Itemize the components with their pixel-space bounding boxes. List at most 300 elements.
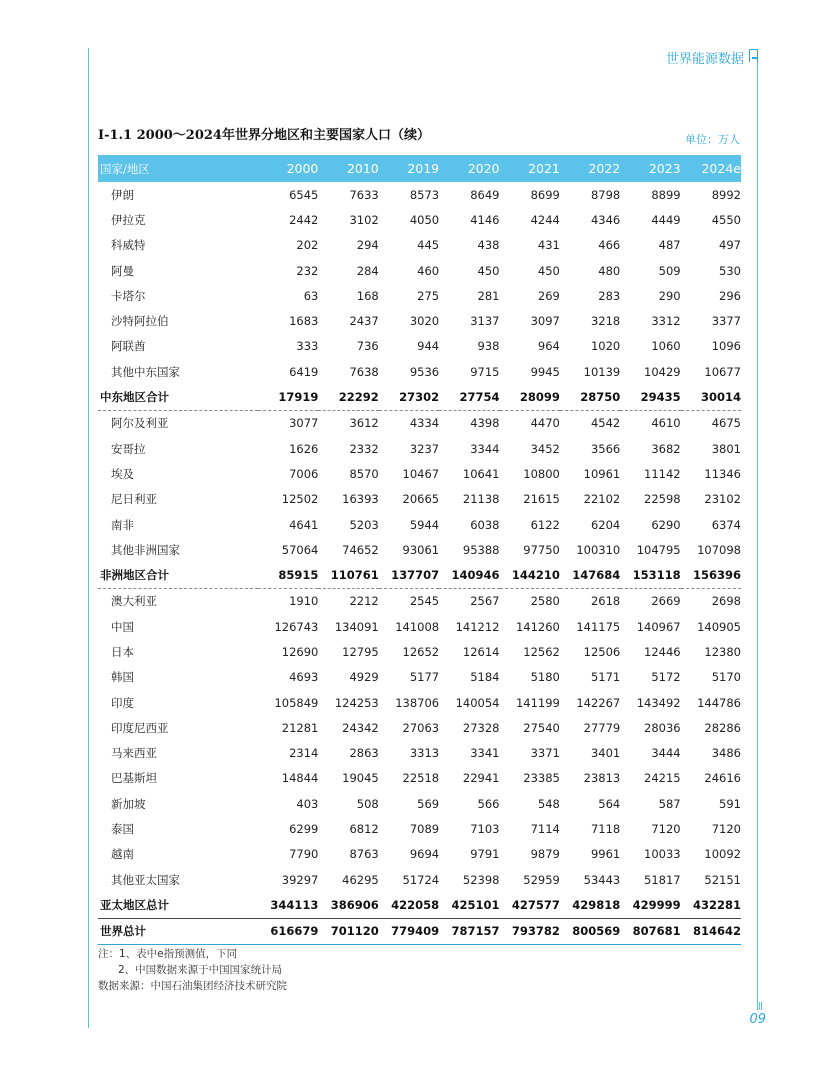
table-cell: 1060 [651, 339, 681, 354]
table-row [98, 665, 741, 690]
table-cell: 7118 [590, 822, 621, 837]
table-cell: 6812 [349, 822, 379, 837]
table-cell: 124253 [334, 695, 379, 710]
table-cell: 93061 [402, 542, 440, 557]
table-cell: 6299 [289, 822, 319, 837]
table-row [98, 741, 741, 766]
table-cell: 2567 [470, 594, 500, 609]
page-number: 09 [749, 1012, 766, 1027]
table-cell: 105849 [274, 695, 319, 710]
table-row [98, 766, 741, 791]
table-cell: 10467 [402, 466, 440, 481]
table-row [98, 207, 741, 232]
table-cell: 11142 [644, 466, 681, 481]
table-row [98, 334, 741, 359]
table-cell: 429999 [620, 892, 680, 918]
table-cell: 431 [537, 238, 560, 253]
table-row [98, 233, 741, 258]
table-cell: 8992 [711, 187, 741, 202]
table-cell: 564 [598, 796, 621, 811]
table-cell: 10139 [583, 364, 621, 379]
table-cell: 8570 [349, 466, 379, 481]
table-row [98, 791, 741, 816]
row-label: 印度 [111, 695, 134, 710]
table-cell: 21138 [462, 492, 500, 507]
table-cell: 964 [537, 339, 560, 354]
table-cell: 137707 [379, 562, 439, 588]
table-cell: 141008 [395, 619, 440, 634]
table-cell: 9536 [409, 364, 440, 379]
table-row [98, 867, 741, 892]
table-row [98, 588, 741, 614]
table-cell: 2437 [349, 314, 379, 329]
table-cell: 27063 [402, 720, 440, 735]
table-cell: 156396 [681, 562, 741, 588]
table-cell: 12652 [402, 644, 440, 659]
table-cell: 4050 [409, 212, 440, 227]
table-cell: 27302 [379, 384, 439, 410]
table-cell: 3682 [651, 441, 681, 456]
table-cell: 12506 [583, 644, 621, 659]
column-header-year: 2022 [560, 155, 620, 182]
table-cell: 807681 [620, 918, 680, 944]
table-cell: 3444 [651, 746, 681, 761]
table-cell: 4675 [711, 416, 741, 431]
table-cell: 1626 [289, 441, 319, 456]
table-cell: 6204 [590, 517, 621, 532]
column-header-year: 2021 [500, 155, 560, 182]
table-cell: 28099 [500, 384, 560, 410]
table-cell: 269 [537, 288, 560, 303]
table-cell: 8798 [590, 187, 621, 202]
table-cell: 530 [719, 263, 741, 278]
table-cell: 52398 [462, 872, 500, 887]
table-cell: 22941 [462, 771, 500, 786]
table-cell: 8899 [651, 187, 681, 202]
table-cell: 30014 [681, 384, 741, 410]
table-cell: 7120 [651, 822, 681, 837]
table-cell: 445 [417, 238, 440, 253]
table-cell: 14844 [281, 771, 319, 786]
table-row [98, 715, 741, 740]
row-label: 世界总计 [98, 918, 258, 944]
table-cell: 7006 [289, 466, 319, 481]
table-cell: 290 [658, 288, 681, 303]
table-cell: 27540 [523, 720, 560, 735]
table-cell: 6374 [711, 517, 741, 532]
table-cell: 2580 [530, 594, 560, 609]
table-cell: 5203 [349, 517, 379, 532]
table-cell: 8763 [349, 847, 379, 862]
table-cell: 2545 [409, 594, 440, 609]
table-header-row [98, 155, 741, 182]
note-line-1: 注：1、表中e指预测值，下同 [98, 948, 238, 960]
table-cell: 6545 [289, 187, 319, 202]
table-row [98, 487, 741, 512]
row-label: 卡塔尔 [111, 288, 146, 303]
table-cell: 508 [356, 796, 379, 811]
table-row [98, 816, 741, 841]
table-cell: 104795 [636, 542, 681, 557]
table-cell: 22598 [644, 492, 681, 507]
table-cell: 141212 [455, 619, 500, 634]
table-cell: 3344 [470, 441, 500, 456]
table-cell: 23102 [704, 492, 741, 507]
table-cell: 10092 [704, 847, 741, 862]
table-body [98, 182, 741, 944]
table-cell: 144210 [500, 562, 560, 588]
table-cell: 74652 [342, 542, 379, 557]
table-cell: 107098 [697, 542, 741, 557]
column-header-year: 2024e [681, 155, 741, 182]
table-cell: 126743 [274, 619, 319, 634]
table-cell: 779409 [379, 918, 439, 944]
table-cell: 422058 [379, 892, 439, 918]
table-cell: 2618 [590, 594, 621, 609]
table-cell: 938 [477, 339, 500, 354]
table-cell: 46295 [342, 872, 379, 887]
row-label: 沙特阿拉伯 [111, 314, 169, 329]
table-cell: 497 [719, 238, 741, 253]
row-label: 埃及 [111, 466, 134, 481]
table-cell: 6290 [651, 517, 681, 532]
table-cell: 53443 [583, 872, 621, 887]
table-cell: 450 [477, 263, 500, 278]
table-row [98, 639, 741, 664]
table-cell: 28750 [560, 384, 620, 410]
table-cell: 450 [537, 263, 560, 278]
table-cell: 333 [296, 339, 319, 354]
table-cell: 5180 [530, 670, 560, 685]
table-row [98, 182, 741, 207]
table-row [98, 359, 741, 384]
column-header-year: 2023 [620, 155, 680, 182]
table-cell: 800569 [560, 918, 620, 944]
table-cell: 793782 [500, 918, 560, 944]
table-cell: 141199 [515, 695, 560, 710]
table-row [98, 690, 741, 715]
table-cell: 284 [356, 263, 379, 278]
table-cell: 281 [477, 288, 500, 303]
table-cell: 3312 [651, 314, 681, 329]
table-cell: 7633 [349, 187, 379, 202]
table-cell: 4398 [470, 416, 500, 431]
row-label: 巴基斯坦 [111, 771, 157, 786]
table-cell: 460 [417, 263, 440, 278]
table-cell: 4929 [349, 670, 379, 685]
table-cell: 591 [719, 796, 741, 811]
table-cell: 4244 [530, 212, 560, 227]
table-cell: 51817 [644, 872, 681, 887]
table-cell: 3341 [470, 746, 500, 761]
table-cell: 11346 [704, 466, 741, 481]
table-cell: 2332 [349, 441, 379, 456]
row-label: 中国 [111, 619, 134, 634]
table-cell: 85915 [258, 562, 318, 588]
row-label: 伊拉克 [111, 212, 146, 227]
table-cell: 2314 [289, 746, 319, 761]
table-cell: 27754 [439, 384, 499, 410]
row-label: 印度尼西亚 [111, 720, 169, 735]
table-cell: 10033 [644, 847, 681, 862]
table-cell: 616679 [258, 918, 318, 944]
table-cell: 110761 [318, 562, 378, 588]
row-label: 科威特 [111, 238, 146, 253]
world-total-row [98, 918, 741, 944]
table-cell: 52959 [523, 872, 560, 887]
table-cell: 3486 [711, 746, 741, 761]
table-cell: 23385 [523, 771, 560, 786]
table-cell: 7114 [530, 822, 560, 837]
table-cell: 9715 [470, 364, 500, 379]
table-cell: 487 [658, 238, 681, 253]
row-label: 日本 [111, 644, 134, 659]
table-cell: 140054 [455, 695, 500, 710]
data-source: 数据来源：中国石油集团经济技术研究院 [98, 980, 287, 992]
table-cell: 12380 [704, 644, 741, 659]
table-cell: 7120 [711, 822, 741, 837]
table-cell: 9694 [409, 847, 440, 862]
table-cell: 23813 [583, 771, 621, 786]
table-cell: 6038 [470, 517, 500, 532]
table-cell: 4550 [711, 212, 741, 227]
table-cell: 1910 [289, 594, 319, 609]
table-cell: 28286 [704, 720, 741, 735]
table-cell: 701120 [318, 918, 378, 944]
column-header-year: 2000 [258, 155, 318, 182]
table-cell: 9961 [590, 847, 621, 862]
right-margin-rule [757, 62, 758, 1004]
table-cell: 344113 [258, 892, 318, 918]
table-cell: 19045 [342, 771, 379, 786]
table-cell: 143492 [636, 695, 681, 710]
table-cell: 140946 [439, 562, 499, 588]
unit-label: 单位：万人 [685, 133, 740, 146]
table-cell: 5170 [711, 670, 741, 685]
table-cell: 4334 [409, 416, 440, 431]
table-cell: 2442 [289, 212, 319, 227]
table-cell: 1683 [289, 314, 319, 329]
table-row [98, 308, 741, 333]
table-cell: 10800 [523, 466, 560, 481]
row-label: 阿曼 [111, 263, 134, 278]
table-cell: 386906 [318, 892, 378, 918]
table-cell: 2863 [349, 746, 379, 761]
table-cell: 3102 [349, 212, 379, 227]
table-cell: 4346 [590, 212, 621, 227]
table-cell: 8573 [409, 187, 440, 202]
table-cell: 21615 [523, 492, 560, 507]
table-cell: 4542 [590, 416, 621, 431]
region-total-row [98, 892, 741, 918]
column-header-year: 2010 [318, 155, 378, 182]
table-cell: 22292 [318, 384, 378, 410]
table-cell: 5172 [651, 670, 681, 685]
row-label: 其他亚太国家 [111, 872, 180, 887]
table-cell: 22102 [583, 492, 621, 507]
table-cell: 3237 [409, 441, 440, 456]
table-cell: 4470 [530, 416, 560, 431]
table-cell: 3452 [530, 441, 560, 456]
row-label: 尼日利亚 [111, 492, 157, 507]
table-cell: 28036 [644, 720, 681, 735]
table-cell: 10961 [583, 466, 621, 481]
table-row [98, 410, 741, 436]
row-label: 马来西亚 [111, 746, 157, 761]
table-cell: 3566 [590, 441, 621, 456]
corner-bracket-icon [749, 49, 758, 62]
table-cell: 2698 [711, 594, 741, 609]
table-cell: 39297 [281, 872, 319, 887]
table-row [98, 258, 741, 283]
table-cell: 3137 [470, 314, 500, 329]
table-cell: 438 [477, 238, 500, 253]
table-cell: 5944 [409, 517, 440, 532]
page-tick-marks [757, 1002, 762, 1010]
table-cell: 7638 [349, 364, 379, 379]
table-cell: 138706 [395, 695, 440, 710]
table-cell: 12614 [462, 644, 500, 659]
row-label: 伊朗 [111, 187, 134, 202]
table-cell: 12562 [523, 644, 560, 659]
row-label: 南非 [111, 517, 134, 532]
table-cell: 296 [719, 288, 741, 303]
row-label: 澳大利亚 [111, 594, 157, 609]
row-label: 新加坡 [111, 796, 146, 811]
table-cell: 3077 [289, 416, 319, 431]
column-header-name: 国家/地区 [98, 155, 258, 182]
table-cell: 22518 [402, 771, 440, 786]
table-cell: 3020 [409, 314, 440, 329]
table-cell: 147684 [560, 562, 620, 588]
table-cell: 5177 [409, 670, 440, 685]
row-label: 韩国 [111, 670, 134, 685]
row-label: 阿尔及利亚 [111, 416, 169, 431]
table-cell: 97750 [523, 542, 560, 557]
notes [98, 946, 287, 994]
row-label: 其他中东国家 [111, 364, 180, 379]
table-cell: 425101 [439, 892, 499, 918]
table-cell: 8699 [530, 187, 560, 202]
table-row [98, 461, 741, 486]
running-header: 世界能源数据 [665, 52, 744, 67]
table-cell: 52151 [704, 872, 741, 887]
table-cell: 4146 [470, 212, 500, 227]
table-cell: 587 [658, 796, 681, 811]
table-cell: 432281 [681, 892, 741, 918]
table-cell: 134091 [334, 619, 379, 634]
column-header-year: 2019 [379, 155, 439, 182]
table-cell: 9879 [530, 847, 560, 862]
table-cell: 12690 [281, 644, 319, 659]
table-cell: 202 [296, 238, 319, 253]
table-cell: 168 [356, 288, 379, 303]
table-cell: 5184 [470, 670, 500, 685]
table-cell: 4641 [289, 517, 319, 532]
table-cell: 27328 [462, 720, 500, 735]
table-cell: 9945 [530, 364, 560, 379]
population-table [98, 155, 741, 945]
table-cell: 509 [658, 263, 681, 278]
table-cell: 6122 [530, 517, 560, 532]
table-cell: 3097 [530, 314, 560, 329]
table-cell: 5171 [590, 670, 621, 685]
table-cell: 141175 [576, 619, 621, 634]
row-label: 中东地区合计 [98, 384, 258, 410]
table-row [98, 436, 741, 461]
row-label: 非洲地区合计 [98, 562, 258, 588]
table-cell: 140905 [697, 619, 741, 634]
table-cell: 3377 [711, 314, 741, 329]
table-cell: 3313 [409, 746, 440, 761]
row-label: 越南 [111, 847, 134, 862]
table-cell: 275 [417, 288, 440, 303]
table-cell: 3801 [711, 441, 741, 456]
table-cell: 141260 [515, 619, 560, 634]
table-cell: 24215 [644, 771, 681, 786]
table-cell: 944 [417, 339, 440, 354]
region-total-row [98, 562, 741, 588]
corner-notch [752, 57, 758, 59]
table-cell: 21281 [281, 720, 319, 735]
table-cell: 7790 [289, 847, 319, 862]
table-cell: 140967 [636, 619, 681, 634]
table-cell: 4610 [651, 416, 681, 431]
table-row [98, 614, 741, 639]
row-label: 泰国 [111, 822, 134, 837]
table-cell: 10641 [462, 466, 500, 481]
table-cell: 27779 [583, 720, 621, 735]
note-line-2: 2、中国数据来源于中国国家统计局 [118, 964, 283, 976]
table-cell: 12795 [342, 644, 379, 659]
table-cell: 736 [356, 339, 379, 354]
left-margin-rule [88, 48, 89, 1028]
table-cell: 403 [296, 796, 319, 811]
table-cell: 16393 [342, 492, 379, 507]
table-cell: 232 [296, 263, 319, 278]
table-cell: 144786 [697, 695, 741, 710]
row-label: 其他非洲国家 [111, 542, 180, 557]
table-cell: 7089 [409, 822, 440, 837]
table-title: I-1.1 2000～2024年世界分地区和主要国家人口（续） [98, 128, 430, 143]
table-cell: 12446 [644, 644, 681, 659]
table-cell: 7103 [470, 822, 500, 837]
table-cell: 142267 [576, 695, 621, 710]
table-cell: 100310 [576, 542, 621, 557]
table-cell: 814642 [681, 918, 741, 944]
table-cell: 3401 [590, 746, 621, 761]
table-cell: 9791 [470, 847, 500, 862]
table-cell: 4449 [651, 212, 681, 227]
table-cell: 57064 [281, 542, 319, 557]
table-cell: 1020 [590, 339, 621, 354]
table-row [98, 512, 741, 537]
table-cell: 20665 [402, 492, 440, 507]
table-cell: 24342 [342, 720, 379, 735]
table-cell: 429818 [560, 892, 620, 918]
table-cell: 10677 [704, 364, 741, 379]
table-cell: 29435 [620, 384, 680, 410]
table-cell: 6419 [289, 364, 319, 379]
table-cell: 569 [417, 796, 440, 811]
table-cell: 427577 [500, 892, 560, 918]
table-cell: 466 [598, 238, 621, 253]
region-total-row [98, 384, 741, 410]
row-label: 安哥拉 [111, 441, 146, 456]
table-cell: 24616 [704, 771, 741, 786]
table-cell: 3218 [590, 314, 621, 329]
table-cell: 12502 [281, 492, 319, 507]
